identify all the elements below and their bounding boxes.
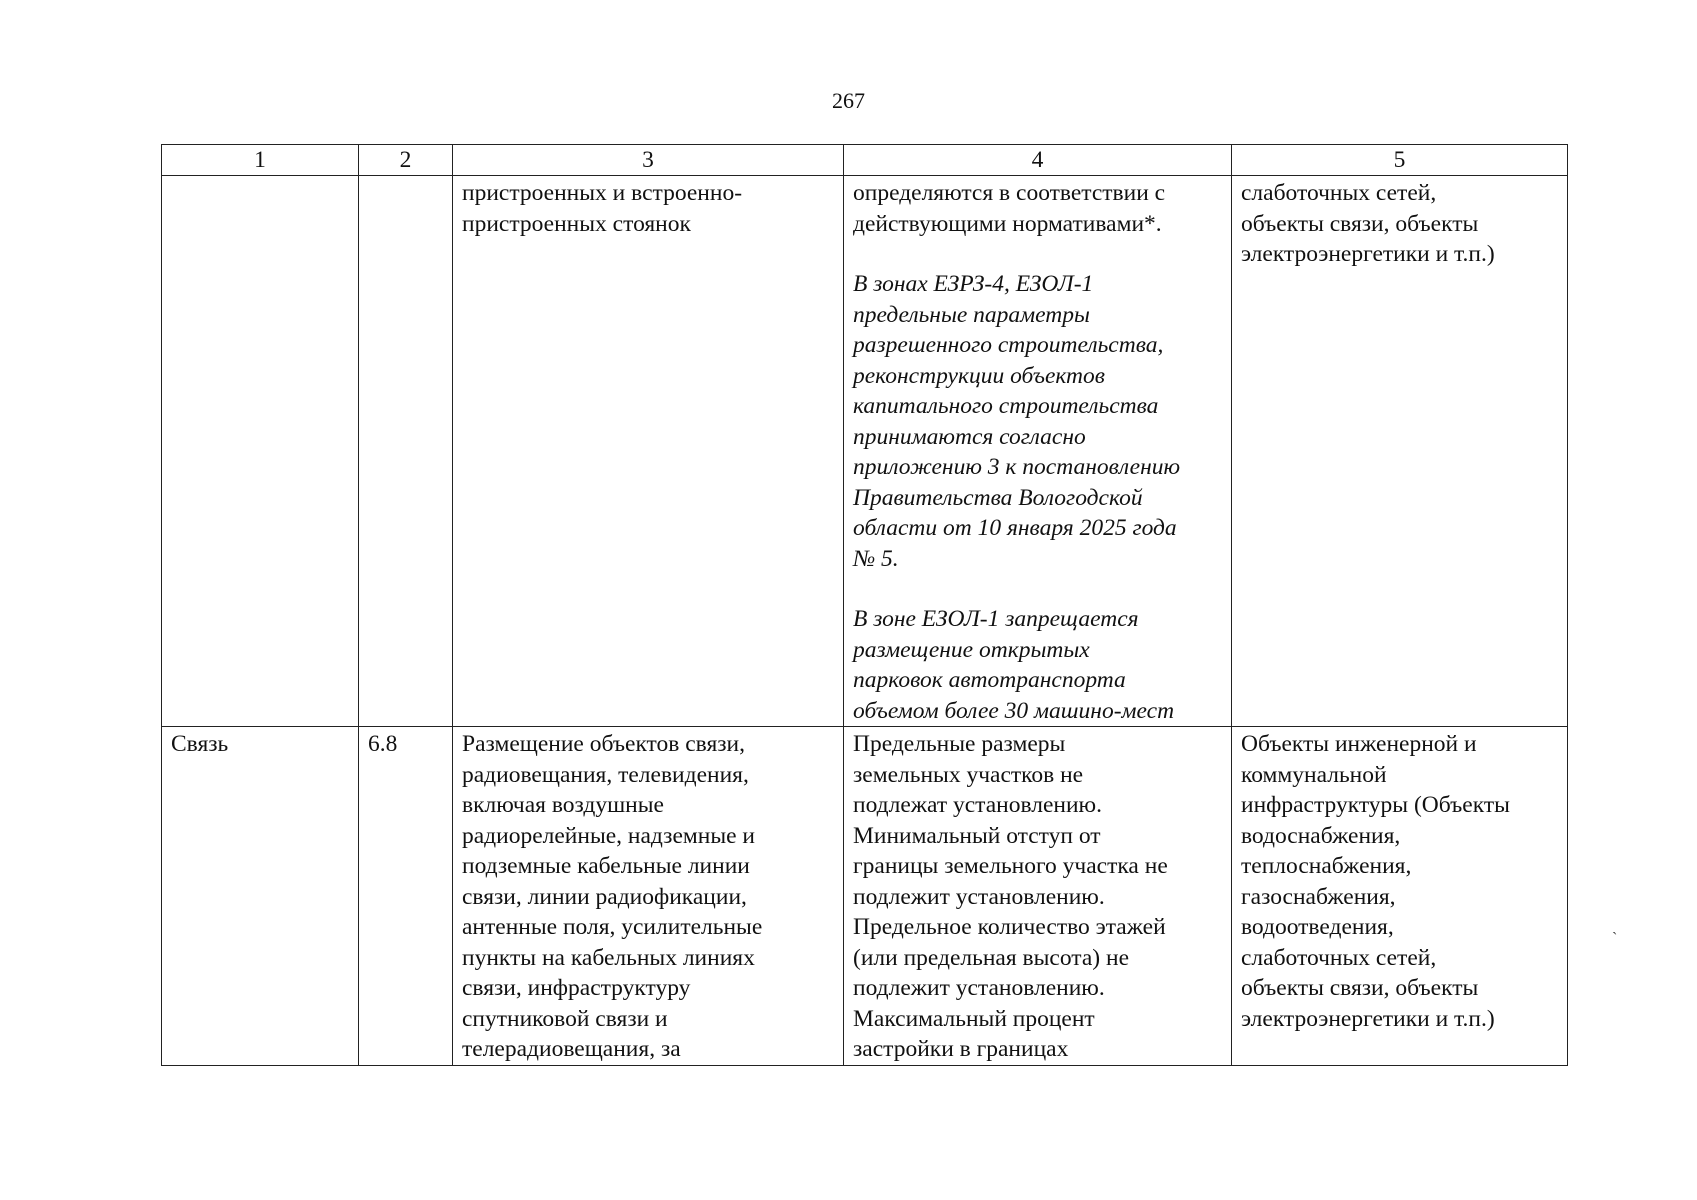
use-code-text: 6.8 [368, 731, 398, 757]
use-name-text: Связь [171, 731, 229, 757]
cell-use-code [359, 176, 453, 727]
cell-auxiliary [1232, 727, 1568, 1066]
auxiliary-text: Объекты инженерной и коммунальной инфраструктуры (Объекты водоснабжения, теплоснабжения, газоснабжения, водоотведения, слаботочных сетей, объекты связи, объекты электроэнергетики и т.п.) [1241, 731, 1510, 1032]
header-cell-2: 2 [359, 145, 453, 176]
cell-description [453, 727, 844, 1066]
cell-parameters [844, 727, 1232, 1066]
cell-description [453, 176, 844, 727]
description-text: Размещение объектов связи, радиовещания, телевидения, включая воздушные радиорелейные, надземные и подземные кабельные линии связи, линии радиофикации, антенные поля, усилительные пункты на кабельных линиях связи, инфраструктуру спутниковой связи и телерадиовещания, за [462, 731, 763, 1062]
regulations-table [161, 144, 1568, 1066]
header-cell-1: 1 [162, 145, 359, 176]
header-cell-4: 4 [844, 145, 1232, 176]
auxiliary-text: слаботочных сетей, объекты связи, объекты электроэнергетики и т.п.) [1241, 180, 1495, 267]
cell-use-code [359, 727, 453, 1066]
parameters-note-ezol: В зоне ЕЗОЛ-1 запрещается размещение открытых парковок автотранспорта объемом более 30 машино-мест [853, 606, 1175, 724]
description-text: пристроенных и встроенно- пристроенных стоянок [462, 180, 743, 237]
cell-parameters [844, 176, 1232, 727]
parameters-note-ezrz: В зонах ЕЗРЗ-4, ЕЗОЛ-1 предельные параметры разрешенного строительства, реконструкции объектов капитального строительства принимаются согласно приложению 3 к постановлению Правительства Вологодской области от 10 января 2025 года № 5. [853, 271, 1181, 572]
header-cell-3: 3 [453, 145, 844, 176]
cell-use-name [162, 727, 359, 1066]
page-number: 267 [832, 88, 865, 113]
table-row [162, 727, 1568, 1066]
parameters-text: Предельные размеры земельных участков не подлежат установлению. Минимальный отступ от границы земельного участка не подлежит установлению. Предельное количество этажей (или предельная высота) не подлежит установлению. Максимальный процент застройки в границах [853, 731, 1168, 1062]
header-cell-5: 5 [1232, 145, 1568, 176]
cell-use-name [162, 176, 359, 727]
table-header-row [162, 145, 1568, 176]
parameters-text: определяются в соответствии с действующими нормативами*. [853, 180, 1166, 237]
table-row [162, 176, 1568, 727]
scan-mark: ˎ [1612, 918, 1618, 935]
cell-auxiliary [1232, 176, 1568, 727]
